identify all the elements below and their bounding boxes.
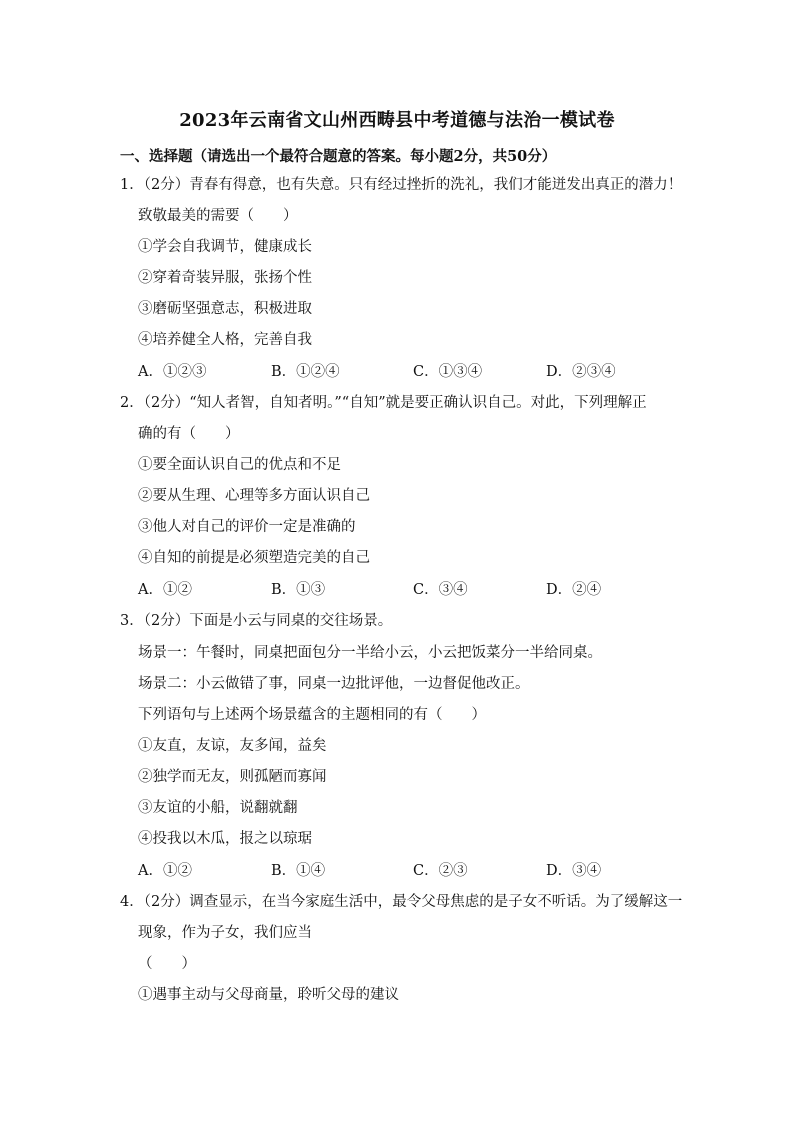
question-2-option-1: ①要全面认识自己的优点和不足: [138, 457, 341, 473]
choice-c[interactable]: C．①③④: [413, 364, 483, 380]
question-2-option-3: ③他人对自己的评价一定是准确的: [138, 519, 356, 535]
question-1-option-4: ④培养健全人格，完善自我: [138, 332, 312, 348]
choice-c[interactable]: C．③④: [413, 582, 468, 598]
exam-title: 2023年云南省文山州西畴县中考道德与法治一模试卷: [179, 110, 615, 131]
question-2-stem-cont: 确的有（ ）: [138, 426, 240, 442]
question-4-answer-blank: （ ）: [138, 956, 196, 972]
question-1-stem-cont: 致敬最美的需要（ ）: [138, 208, 298, 224]
choice-c[interactable]: C．②③: [413, 863, 468, 879]
question-3-stem: 3．（2分）下面是小云与同桌的交往场景。: [120, 613, 393, 629]
question-1-option-3: ③磨砺坚强意志，积极进取: [138, 301, 312, 317]
question-1-option-2: ②穿着奇装异服，张扬个性: [138, 270, 312, 286]
question-3-prompt: 下列语句与上述两个场景蕴含的主题相同的有（ ）: [138, 707, 486, 723]
question-2-option-4: ④自知的前提是必须塑造完美的自己: [138, 550, 370, 566]
choice-d[interactable]: D．②③④: [546, 364, 616, 380]
section-heading: 一、选择题（请选出一个最符合题意的答案。每小题2分，共50分）: [120, 148, 557, 165]
question-3-option-3: ③友谊的小船，说翻就翻: [138, 800, 298, 816]
choice-d[interactable]: D．③④: [546, 863, 602, 879]
question-4-stem: 4．（2分）调查显示，在当今家庭生活中，最令父母焦虑的是子女不听话。为了缓解这一: [120, 894, 683, 910]
question-3-option-1: ①友直，友谅，友多闻，益矣: [138, 738, 327, 754]
question-2-stem: 2．（2分）“知人者智，自知者明。”“自知”就是要正确认识自己。对此，下列理解正: [120, 395, 647, 411]
question-1-choices: [138, 362, 658, 382]
question-2-choices: [138, 580, 658, 600]
choice-a[interactable]: A．①②: [138, 863, 192, 879]
question-4-stem-cont: 现象，作为子女，我们应当: [138, 925, 312, 941]
choice-a[interactable]: A．①②③: [138, 364, 207, 380]
choice-d[interactable]: D．②④: [546, 582, 602, 598]
choice-a[interactable]: A．①②: [138, 582, 192, 598]
question-2-option-2: ②要从生理、心理等多方面认识自己: [138, 488, 370, 504]
question-3-scene-1: 场景一：午餐时，同桌把面包分一半给小云，小云把饭菜分一半给同桌。: [138, 645, 602, 661]
question-1-option-1: ①学会自我调节，健康成长: [138, 239, 312, 255]
choice-b[interactable]: B．①④: [271, 863, 326, 879]
question-3-scene-2: 场景二：小云做错了事，同桌一边批评他，一边督促他改正。: [138, 676, 530, 692]
choice-b[interactable]: B．①③: [271, 582, 326, 598]
question-3-option-2: ②独学而无友，则孤陋而寡闻: [138, 769, 327, 785]
question-3-option-4: ④投我以木瓜，报之以琼琚: [138, 831, 312, 847]
question-4-option-1: ①遇事主动与父母商量，聆听父母的建议: [138, 987, 399, 1003]
question-3-choices: [138, 861, 658, 881]
question-1-stem: 1．（2分）青春有得意，也有失意。只有经过挫折的洗礼，我们才能迸发出真正的潜力！: [120, 177, 683, 193]
choice-b[interactable]: B．①②④: [271, 364, 340, 380]
